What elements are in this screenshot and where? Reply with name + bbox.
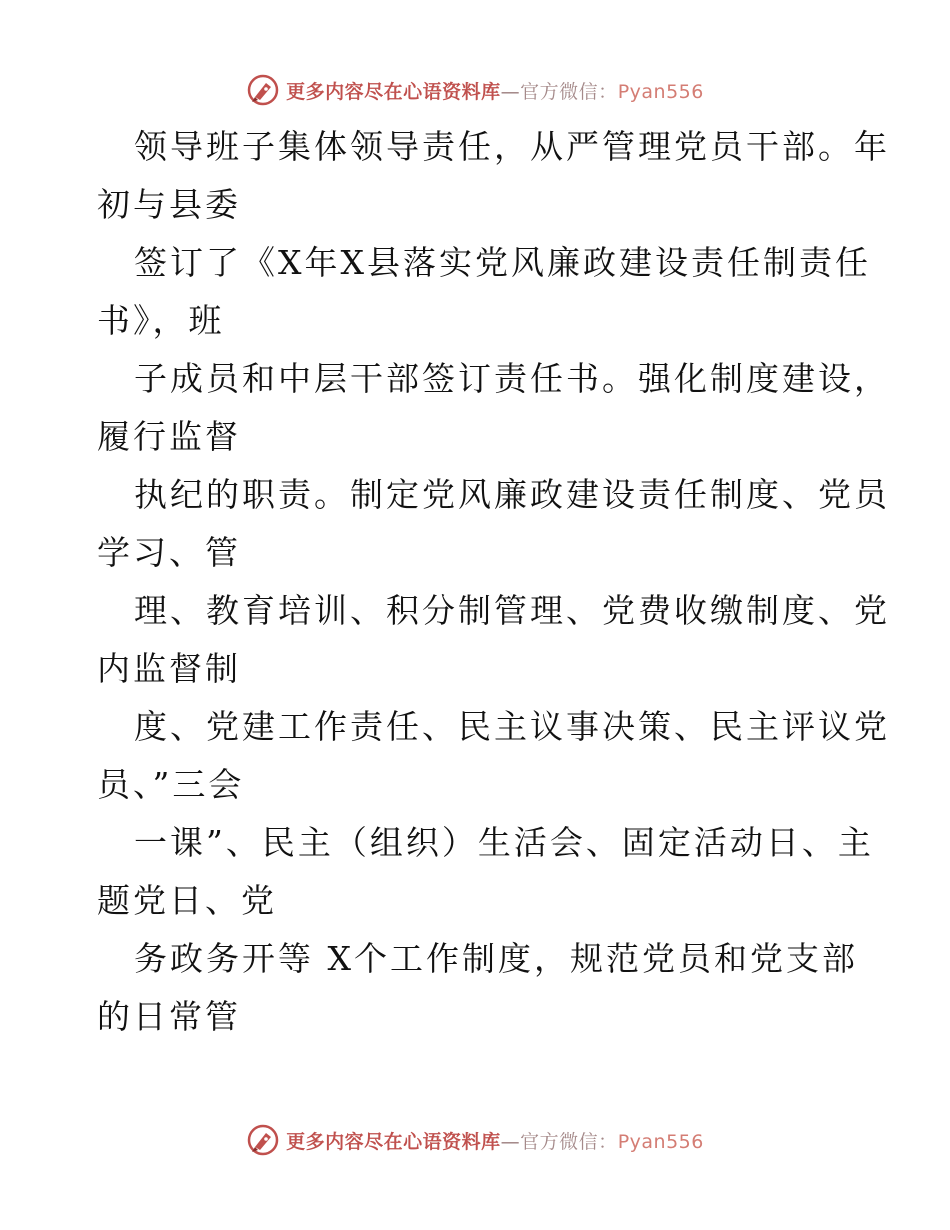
header-banner-main: 更多内容尽在心语资料库 [286,80,501,103]
footer-banner-wechat-label: 官方微信： [520,1130,618,1153]
body-line: 理、教育培训、积分制管理、党费收缴制度、党 [134,591,890,630]
footer-banner-main: 更多内容尽在心语资料库 [286,1130,501,1153]
footer-banner [0,1120,950,1160]
body-line: 领导班子集体领导责任，从严管理党员干部。年 [134,127,890,166]
body-line: 初与县委 [97,185,241,224]
body-line: 执纪的职责。制定党风廉政建设责任制度、党员 [134,475,890,514]
header-banner-text [286,77,704,104]
footer-banner-text [286,1127,704,1154]
header-banner-inner [246,73,704,107]
body-line: 签订了《X年X县落实党风廉政建设责任制责任 [134,243,871,282]
body-line: 一课”、民主（组织）生活会、固定活动日、主 [134,823,874,862]
pen-nib-logo-icon [246,73,280,107]
header-banner-wechat-label: 官方微信： [520,80,618,103]
header-banner-dash: — [500,80,521,103]
body-line: 度、党建工作责任、民主议事决策、民主评议党 [134,707,890,746]
body-line: 员、”三会 [97,765,245,804]
header-banner-wechat-id: Pyan556 [617,80,704,103]
body-line: 内监督制 [97,649,241,688]
body-line: 务政务开等 X个工作制度，规范党员和党支部 [134,939,858,978]
body-line: 子成员和中层干部签订责任书。强化制度建设， [134,359,890,398]
footer-banner-wechat-id: Pyan556 [617,1130,704,1153]
body-line: 的日常管 [97,997,241,1036]
pen-nib-logo-icon [246,1123,280,1157]
body-line: 履行监督 [97,417,241,456]
footer-banner-inner [246,1123,704,1157]
document-body [97,118,890,1046]
body-line: 题党日、党 [97,881,277,920]
body-line: 书》，班 [97,301,225,340]
header-banner [0,70,950,110]
body-line: 学习、管 [97,533,241,572]
footer-banner-dash: — [500,1130,521,1153]
